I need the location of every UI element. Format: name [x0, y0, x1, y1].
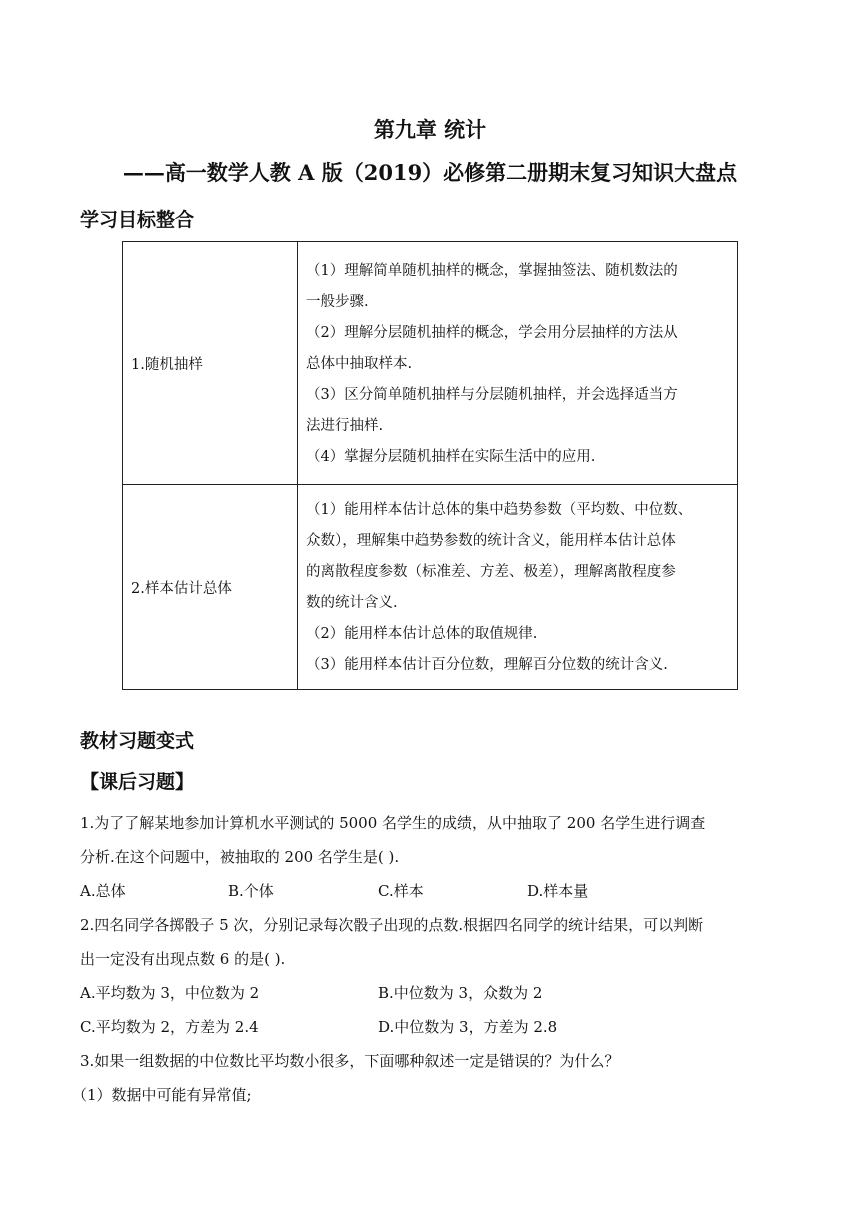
section-heading-goals: 学习目标整合 [80, 209, 195, 231]
goal-line: （3）能用样本估计百分位数，理解百分位数的统计含义. [306, 657, 668, 673]
goal-line: 众数），理解集中趋势参数的统计含义，能用样本估计总体 [306, 533, 676, 549]
option-c: C.样本 [378, 882, 424, 900]
goal-content [298, 242, 738, 485]
goal-line: （1）能用样本估计总体的集中趋势参数（平均数、中位数、 [306, 502, 693, 518]
section-heading-homework: 【课后习题】 [80, 771, 195, 793]
option-a: A.总体 [80, 882, 126, 900]
question-2-text-cont: 出一定没有出现点数 6 的是( ). [80, 950, 286, 968]
option-b: B.个体 [228, 882, 274, 900]
option-a: A.平均数为 3，中位数为 2 [80, 984, 260, 1002]
question-1-text-cont: 分析.在这个问题中，被抽取的 200 名学生是( ). [80, 848, 400, 866]
page-title: 第九章 统计 [373, 117, 487, 142]
goal-line: 的离散程度参数（标准差、方差、极差），理解离散程度参 [306, 564, 676, 580]
goal-line: （1）理解简单随机抽样的概念，掌握抽签法、随机数法的 [306, 262, 678, 279]
option-b: B.中位数为 3，众数为 2 [378, 984, 543, 1002]
goal-line: 法进行抽样. [306, 417, 384, 434]
option-c: C.平均数为 2，方差为 2.4 [80, 1018, 259, 1036]
goal-label: 2.样本估计总体 [123, 485, 298, 690]
goal-content [298, 485, 738, 690]
option-d: D.样本量 [527, 882, 589, 900]
goal-line: 总体中抽取样本. [306, 355, 413, 372]
question-1-text: 1.为了了解某地参加计算机水平测试的 5000 名学生的成绩，从中抽取了 200 名学生进行调查 [80, 814, 706, 832]
goal-line: （2）能用样本估计总体的取值规律. [306, 626, 538, 642]
table-row [123, 242, 738, 485]
goal-line: 数的统计含义. [306, 595, 398, 611]
table-row [123, 485, 738, 690]
question-3-text: 3.如果一组数据的中位数比平均数小很多，下面哪种叙述一定是错误的？为什么？ [80, 1052, 620, 1070]
question-3-item-1: （1）数据中可能有异常值; [72, 1086, 252, 1104]
goal-label: 1.随机抽样 [123, 242, 298, 485]
goal-line: 一般步骤. [306, 293, 369, 310]
option-d: D.中位数为 3，方差为 2.8 [378, 1018, 558, 1036]
section-heading-exercises: 教材习题变式 [80, 730, 195, 752]
page-subtitle: ——高一数学人教 A 版（2019）必修第二册期末复习知识大盘点 [122, 160, 738, 185]
goal-line: （2）理解分层随机抽样的概念，学会用分层抽样的方法从 [306, 324, 678, 341]
goal-line: （3）区分简单随机抽样与分层随机抽样，并会选择适当方 [306, 386, 678, 403]
goal-line: （4）掌握分层随机抽样在实际生活中的应用. [306, 448, 596, 465]
question-2-text: 2.四名同学各掷骰子 5 次，分别记录每次骰子出现的点数.根据四名同学的统计结果，可以判断 [80, 916, 704, 934]
goals-table [122, 241, 738, 690]
